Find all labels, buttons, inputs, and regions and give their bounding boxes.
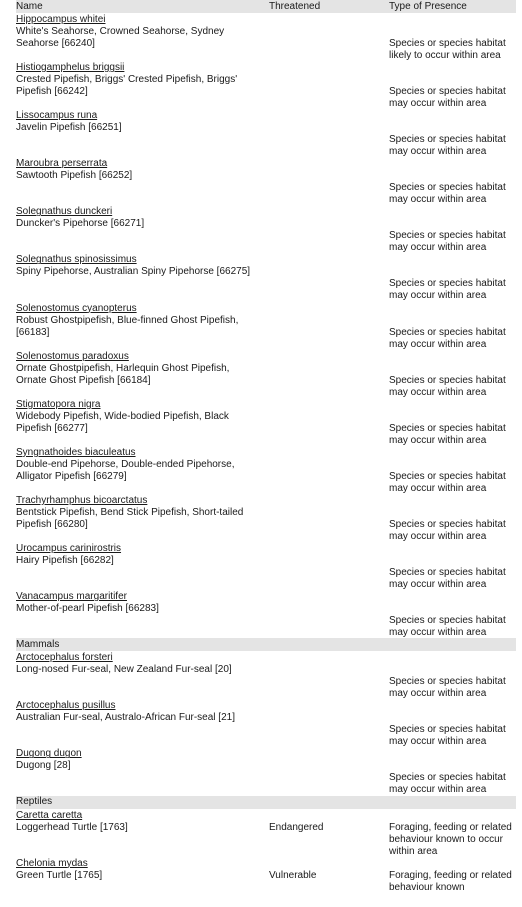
species-common-name: Javelin Pipefish [66251] — [16, 122, 122, 134]
species-link[interactable]: Stigmatopora nigra — [16, 398, 101, 410]
threatened-status — [269, 122, 389, 158]
species-detail-row — [16, 664, 516, 700]
threatened-status: Vulnerable — [269, 869, 317, 881]
species-link[interactable]: Urocampus carinirostris — [16, 543, 122, 555]
species-entry — [16, 205, 516, 253]
presence-type: Species or species habitat may occur within area — [389, 772, 506, 796]
section-mammals — [16, 638, 516, 651]
presence-type: Species or species habitat may occur within area — [389, 134, 506, 158]
species-entry — [16, 302, 516, 350]
species-link[interactable]: Hippocampus whitei — [16, 14, 106, 25]
species-link[interactable]: Solegnathus dunckeri — [16, 206, 113, 218]
presence-type: Species or species habitat may occur within area — [389, 567, 506, 591]
presence-type: Species or species habitat may occur within area — [389, 278, 506, 302]
species-detail-row — [16, 26, 516, 62]
species-link[interactable]: Lissocampus runa — [16, 110, 98, 122]
species-common-name: Spiny Pipehorse, Australian Spiny Pipehorse [66275] — [16, 266, 251, 278]
species-common-name: Duncker's Pipehorse [66271] — [16, 218, 145, 230]
species-entry — [16, 699, 516, 747]
species-common-name: Green Turtle [1765] — [16, 869, 103, 881]
species-table — [16, 0, 516, 905]
species-link[interactable]: Dugong dugon — [16, 748, 82, 760]
species-entry — [16, 13, 516, 61]
threatened-status — [269, 74, 389, 110]
species-link[interactable]: Chelonia mydas — [16, 857, 88, 869]
species-detail-row — [16, 363, 516, 399]
presence-type: Species or species habitat may occur within area — [389, 182, 506, 206]
species-detail-row — [16, 122, 516, 158]
species-detail-row — [16, 603, 516, 639]
species-common-name: Widebody Pipefish, Wide-bodied Pipefish, Black Pipefish [66277] — [16, 410, 229, 434]
species-entry — [16, 253, 516, 301]
species-common-name: Long-nosed Fur-seal, New Zealand Fur-seal [20] — [16, 664, 232, 676]
table-header — [16, 0, 516, 13]
species-entry — [16, 398, 516, 446]
threatened-status — [269, 411, 389, 447]
species-link[interactable]: Trachyrhamphus bicoarctatus — [16, 494, 148, 506]
species-detail-row — [16, 411, 516, 447]
species-entry — [16, 61, 516, 109]
species-link[interactable]: Syngnathoides biaculeatus — [16, 446, 136, 458]
threatened-status — [269, 603, 389, 639]
section-mammals-label: Mammals — [16, 638, 60, 650]
species-common-name: Double-end Pipehorse, Double-ended Pipehorse, Alligator Pipefish [66279] — [16, 458, 235, 482]
species-common-name: Bentstick Pipefish, Bend Stick Pipefish, Short-tailed Pipefish [66280] — [16, 506, 244, 530]
species-link[interactable]: Vanacampus margaritifer — [16, 591, 127, 603]
species-entry — [16, 157, 516, 205]
species-entry — [16, 809, 516, 857]
species-detail-row — [16, 266, 516, 302]
presence-type: Species or species habitat likely to occur within area — [389, 38, 506, 61]
species-entry — [16, 747, 516, 795]
species-link[interactable]: Arctocephalus pusillus — [16, 700, 116, 712]
threatened-status — [269, 26, 389, 62]
species-link[interactable]: Maroubra perserrata — [16, 158, 108, 170]
threatened-status — [269, 760, 389, 796]
presence-type: Foraging, feeding or related behaviour known to occur within area — [389, 821, 512, 857]
species-link[interactable]: Solenostomus paradoxus — [16, 350, 129, 362]
species-common-name: Dugong [28] — [16, 760, 71, 772]
presence-type: Species or species habitat may occur within area — [389, 615, 506, 639]
species-common-name: Mother-of-pearl Pipefish [66283] — [16, 603, 159, 615]
species-common-name: Ornate Ghostpipefish, Harlequin Ghost Pipefish, Ornate Ghost Pipefish [66184] — [16, 362, 230, 386]
species-common-name: Sawtooth Pipefish [66252] — [16, 170, 133, 182]
species-entry — [16, 446, 516, 494]
threatened-status — [269, 266, 389, 302]
species-detail-row — [16, 507, 516, 543]
threatened-status — [269, 363, 389, 399]
species-detail-row — [16, 74, 516, 110]
species-common-name: White's Seahorse, Crowned Seahorse, Sydney Seahorse [66240] — [16, 26, 225, 49]
threatened-status — [269, 218, 389, 254]
threatened-status — [269, 315, 389, 351]
threatened-status — [269, 712, 389, 748]
species-common-name: Australian Fur-seal, Australo-African Fur-seal [21] — [16, 712, 235, 724]
mammal-list — [16, 651, 516, 795]
threatened-status — [269, 664, 389, 700]
species-link[interactable]: Histiogamphelus briggsii — [16, 62, 125, 74]
species-detail-row — [16, 712, 516, 748]
presence-type: Species or species habitat may occur within area — [389, 518, 506, 542]
species-link[interactable]: Solenostomus cyanopterus — [16, 302, 137, 314]
species-detail-row — [16, 760, 516, 796]
species-detail-row — [16, 822, 516, 858]
species-detail-row — [16, 170, 516, 206]
fish-list — [16, 13, 516, 638]
species-entry — [16, 109, 516, 157]
species-detail-row — [16, 555, 516, 591]
species-link[interactable]: Caretta caretta — [16, 809, 83, 821]
species-entry — [16, 494, 516, 542]
threatened-status — [269, 459, 389, 495]
header-presence: Type of Presence — [389, 0, 467, 12]
presence-type: Species or species habitat may occur within area — [389, 422, 506, 446]
threatened-status: Endangered — [269, 821, 324, 833]
species-common-name: Hairy Pipefish [66282] — [16, 555, 114, 567]
threatened-status — [269, 555, 389, 591]
species-common-name: Loggerhead Turtle [1763] — [16, 821, 128, 833]
species-entry — [16, 350, 516, 398]
species-common-name: Robust Ghostpipefish, Blue-finned Ghost Pipefish, [66183] — [16, 314, 239, 338]
presence-type: Species or species habitat may occur within area — [389, 86, 506, 110]
species-detail-row — [16, 218, 516, 254]
presence-type: Species or species habitat may occur within area — [389, 724, 506, 748]
species-link[interactable]: Solegnathus spinosissimus — [16, 254, 137, 266]
section-reptiles — [16, 796, 516, 809]
presence-type: Species or species habitat may occur within area — [389, 470, 506, 494]
reptile-list — [16, 809, 516, 905]
presence-type: Species or species habitat may occur within area — [389, 676, 506, 700]
threatened-status — [269, 507, 389, 543]
section-reptiles-label: Reptiles — [16, 796, 53, 807]
species-entry — [16, 542, 516, 590]
presence-type: Species or species habitat may occur within area — [389, 230, 506, 254]
threatened-status — [269, 170, 389, 206]
presence-type: Species or species habitat may occur within area — [389, 326, 506, 350]
species-entry — [16, 857, 516, 905]
species-entry — [16, 651, 516, 699]
species-entry — [16, 590, 516, 638]
header-threatened: Threatened — [269, 0, 321, 12]
species-detail-row — [16, 315, 516, 351]
species-detail-row — [16, 459, 516, 495]
presence-type: Species or species habitat may occur within area — [389, 374, 506, 398]
species-detail-row — [16, 870, 516, 894]
header-name: Name — [16, 0, 43, 12]
species-common-name: Crested Pipefish, Briggs' Crested Pipefish, Briggs' Pipefish [66242] — [16, 74, 238, 98]
species-link[interactable]: Arctocephalus forsteri — [16, 652, 113, 664]
presence-type: Foraging, feeding or related behaviour known — [389, 869, 512, 893]
